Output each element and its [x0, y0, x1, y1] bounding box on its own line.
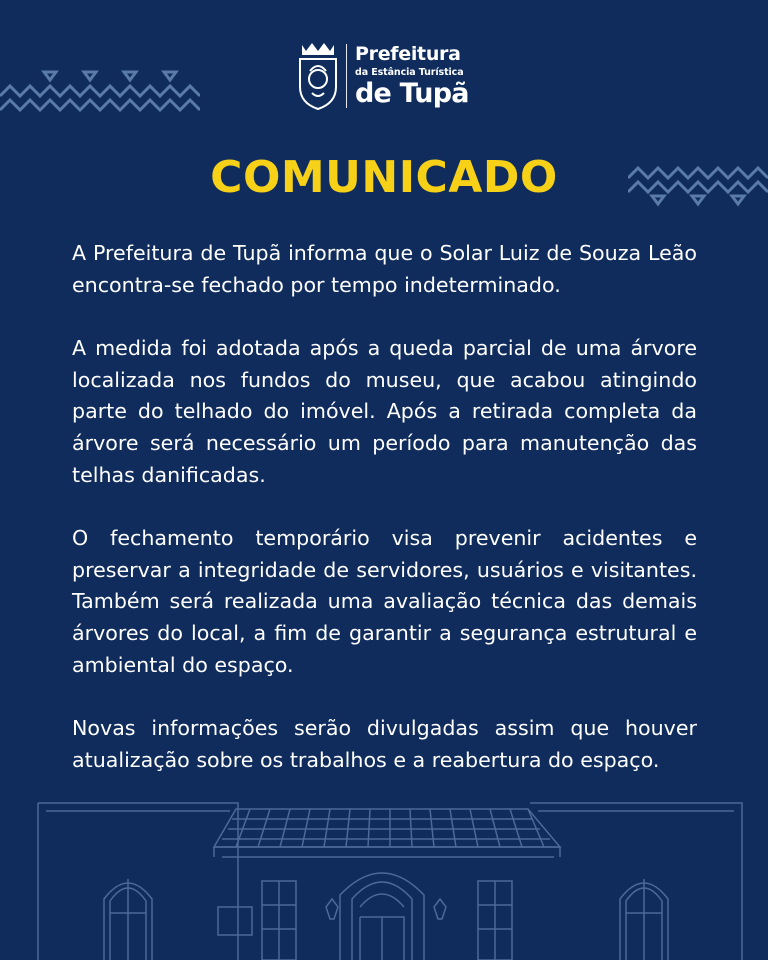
logo-line-estancia: da Estância Turística: [355, 67, 464, 79]
logo-divider: [346, 44, 347, 108]
logo-line-prefeitura: Prefeitura: [355, 43, 461, 66]
museum-building-illustration: [0, 795, 768, 960]
paragraph-1: A Prefeitura de Tupã informa que o Solar Luiz de Souza Leão encontra-se fechado por tempo indeterminado.: [72, 241, 697, 297]
paragraph-4: Novas informações serão divulgadas assim que houver atualização sobre os trabalhos e a reabertura do espaço.: [72, 716, 697, 772]
logo-text: [355, 45, 469, 107]
city-crest-icon: [296, 41, 340, 111]
prefeitura-logo: [296, 40, 469, 112]
tribal-pattern-left: [0, 68, 200, 118]
announcement-body: [72, 238, 697, 808]
paragraph-2: A medida foi adotada após a queda parcial de uma árvore localizada nos fundos do museu, que acabou atingindo parte do telhado do imóvel. Após a retirada completa da árvore será necessário um período para manutenção das telhas danificadas.: [72, 336, 697, 487]
page-title: COMUNICADO: [210, 152, 558, 203]
paragraph-3: O fechamento temporário visa prevenir acidentes e preservar a integridade de servidores, usuários e visitantes. Também será realizada uma avaliação técnica das demais árvores do local, a fim de garantir a segurança estrutural e ambiental do espaço.: [72, 526, 697, 677]
logo-line-tupa: de Tupã: [355, 77, 469, 109]
